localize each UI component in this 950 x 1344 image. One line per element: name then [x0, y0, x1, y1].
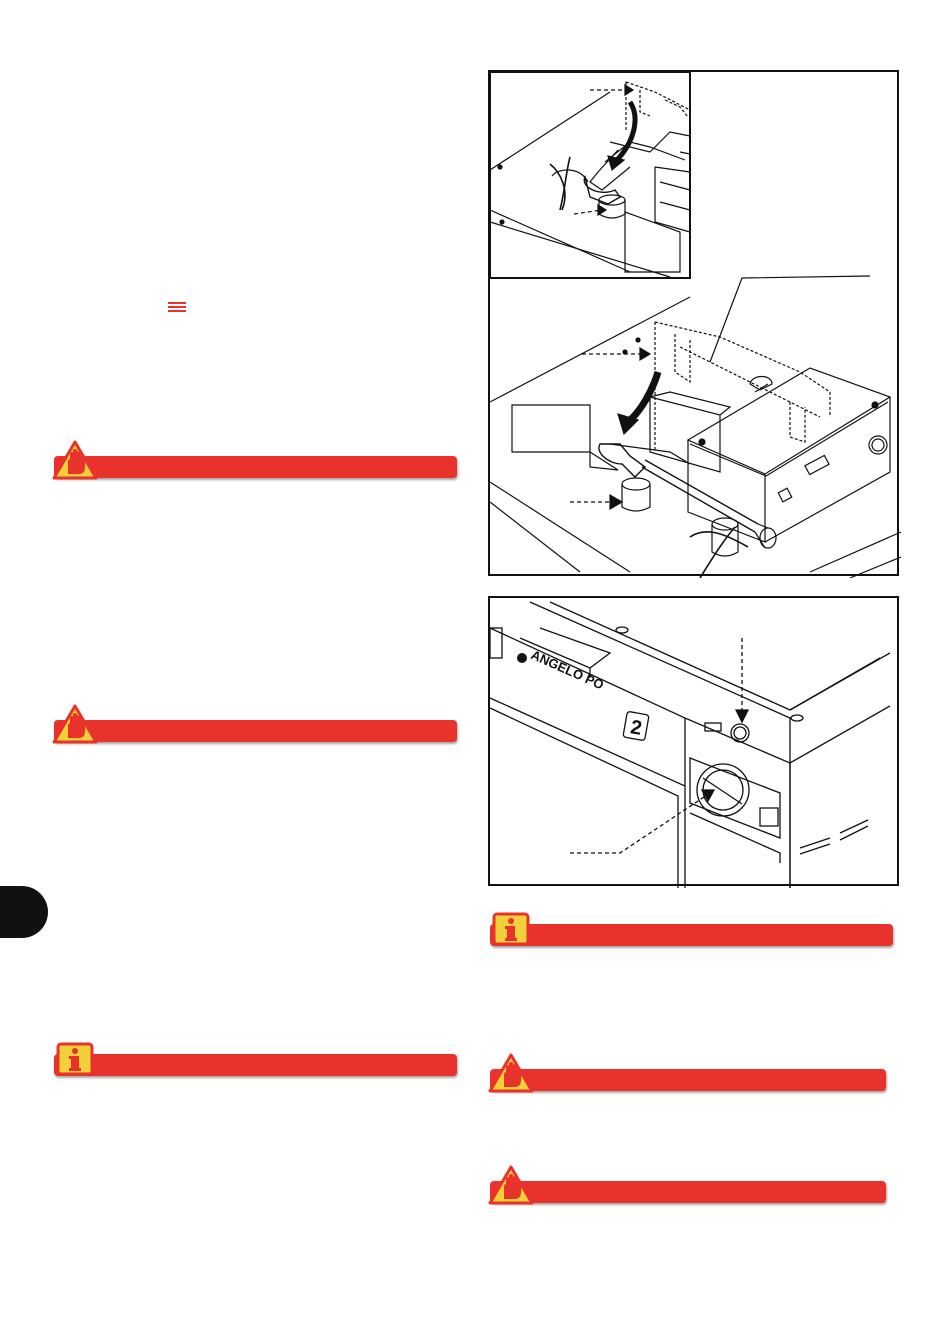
warning-bar-2 [54, 720, 457, 742]
figure-control-panel [488, 596, 899, 886]
hand-stop-icon [52, 704, 98, 744]
warning-bar-3 [490, 1069, 886, 1091]
brand-logo: ANGELO PO [528, 647, 607, 693]
info-bar-2 [490, 924, 893, 946]
info-icon [492, 912, 532, 946]
menu-lines-icon [168, 302, 186, 312]
warning-bar-4 [490, 1181, 886, 1203]
hand-stop-icon [488, 1053, 534, 1093]
figure-installation-diagram [488, 70, 899, 576]
info-icon [56, 1042, 96, 1076]
chapter-tab [0, 886, 48, 938]
panel-number: 2 [628, 716, 644, 740]
hand-stop-icon [52, 440, 98, 480]
warning-bar-1 [54, 456, 457, 478]
info-bar-1 [54, 1054, 457, 1076]
hand-stop-icon [488, 1165, 534, 1205]
